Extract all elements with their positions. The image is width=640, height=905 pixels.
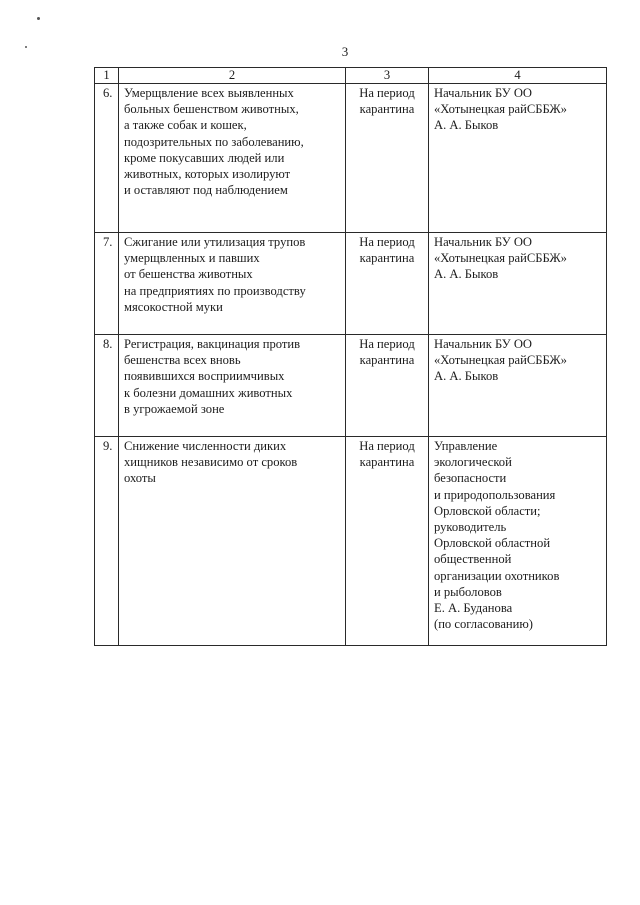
responsible-cell [429,437,607,646]
responsible-line: (по согласованию) [434,617,534,632]
responsible-cell [429,84,607,233]
row-number: 8. [95,335,119,437]
measure-line: к болезни домашних животных [124,385,293,400]
measure-line: подозрительных по заболеванию, [124,134,304,149]
period-cell [346,335,429,437]
header-col-3: 3 [346,68,429,84]
measure-line: Снижение численности диких [124,439,287,453]
measure-line: а также собак и кошек, [124,118,247,133]
measure-line: бешенства всех вновь [124,353,241,368]
responsible-line: «Хотынецкая райСББЖ» [434,102,567,117]
page-number: 3 [341,44,349,59]
responsible-line: А. А. Быков [434,118,499,133]
measure-line: мясокостной муки [124,299,223,314]
measure-line: Сжигание или утилизация трупов [124,235,306,249]
responsible-line: общественной [434,552,512,567]
measure-line: умерщвленных и павших [124,251,260,266]
responsible-line: Орловской областной [434,536,551,551]
responsible-line: Начальник БУ ОО [434,337,533,351]
responsible-line: Начальник БУ ОО [434,235,533,249]
row-number: 7. [95,233,119,335]
measure-line: в угрожаемой зоне [124,401,225,416]
measure-cell [119,84,346,233]
row-number: 9. [95,437,119,646]
measure-line: Умерщвление всех выявленных [124,86,294,100]
measure-cell [119,233,346,335]
period-line: На период [359,86,415,100]
table-row [95,437,607,646]
header-col-1: 1 [95,68,119,84]
responsible-line: Е. А. Буданова [434,601,513,616]
measure-line: кроме покусавших людей или [124,150,285,165]
responsible-line: «Хотынецкая райСББЖ» [434,353,567,368]
measure-line: животных, которых изолируют [124,167,291,182]
period-line: карантина [359,455,415,470]
scan-speck [37,17,40,20]
table-row [95,84,607,233]
responsible-line: руководитель [434,520,507,535]
responsible-line: Начальник БУ ОО [434,86,533,100]
responsible-line: Орловской области; [434,503,541,518]
responsible-cell [429,335,607,437]
responsible-line: и рыболовов [434,584,502,599]
table-row [95,335,607,437]
period-line: На период [359,235,415,249]
measure-line: и оставляют под наблюдением [124,183,288,198]
measure-line: от бешенства животных [124,267,253,282]
measure-line: на предприятиях по производству [124,283,306,298]
period-cell [346,437,429,646]
measure-line: Регистрация, вакцинация против [124,337,301,351]
period-cell [346,233,429,335]
table-row [95,233,607,335]
period-cell [346,84,429,233]
responsible-line: А. А. Быков [434,369,499,384]
measures-table [94,67,607,646]
measure-line: больных бешенством животных, [124,102,299,117]
measure-cell [119,437,346,646]
header-col-2: 2 [119,68,346,84]
responsible-line: Управление [434,439,498,453]
responsible-line: А. А. Быков [434,267,499,282]
responsible-line: «Хотынецкая райСББЖ» [434,251,567,266]
responsible-line: организации охотников [434,568,560,583]
responsible-cell [429,233,607,335]
responsible-line: и природопользования [434,487,556,502]
measure-line: появившихся восприимчивых [124,369,285,384]
row-number: 6. [95,84,119,233]
period-line: На период [359,337,415,351]
measure-cell [119,335,346,437]
header-row [95,68,607,84]
measure-line: хищников независимо от сроков [124,455,298,470]
period-line: На период [359,439,415,453]
period-line: карантина [359,251,415,266]
header-col-4: 4 [429,68,607,84]
responsible-line: экологической [434,455,512,470]
period-line: карантина [359,353,415,368]
measure-line: охоты [124,471,156,486]
responsible-line: безопасности [434,471,507,486]
period-line: карантина [359,102,415,117]
